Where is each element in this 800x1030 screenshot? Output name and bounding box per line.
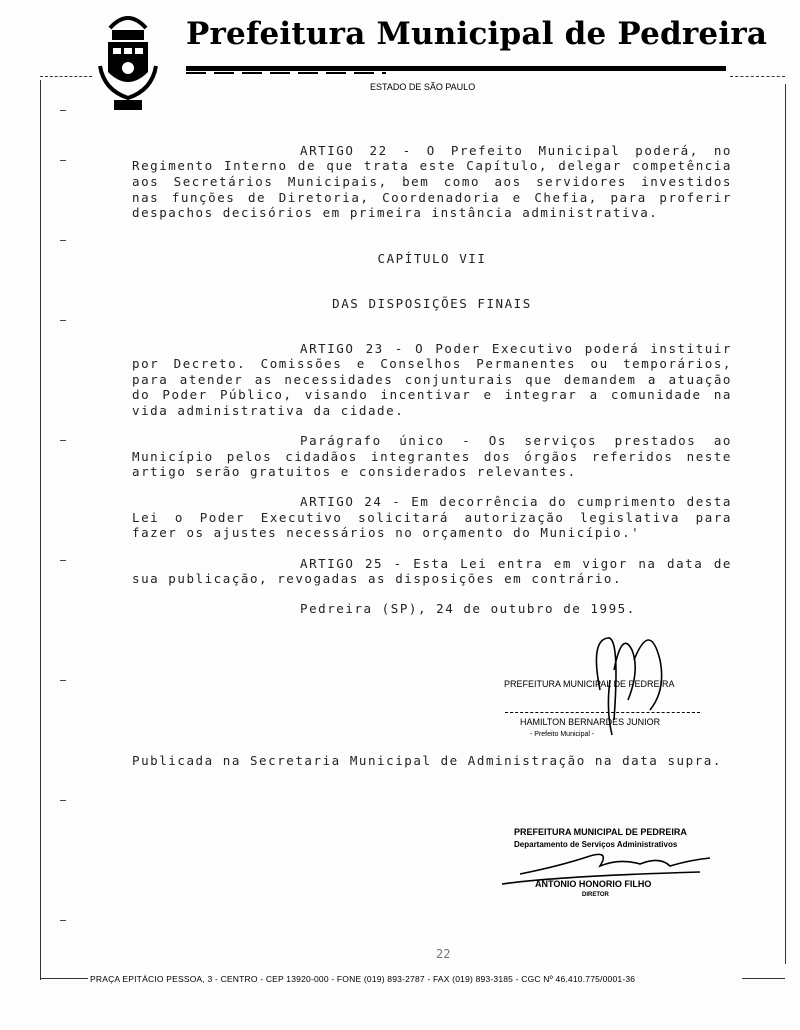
article-23-line: ARTIGO 23 - O Poder Executivo poderá instituir <box>300 341 732 356</box>
margin-mark <box>60 920 66 921</box>
margin-mark <box>60 800 66 801</box>
paragraph-unico-line: artigo serão gratuitos e considerados relevantes. <box>132 464 577 479</box>
article-23-line: por Decreto. Comissões e Conselhos Permanentes ou temporários, <box>132 356 732 371</box>
signature2-role: DIRETOR <box>582 892 609 898</box>
page-border-bottom-right <box>742 978 785 979</box>
header-rule <box>186 66 726 71</box>
signature2-name: ANTONIO HONORIO FILHO <box>535 879 652 889</box>
page-border <box>40 80 41 980</box>
margin-mark <box>60 160 66 161</box>
article-25-line: sua publicação, revogadas as disposições em contrário. <box>132 571 623 586</box>
publication-note: Publicada na Secretaria Municipal de Administração na data supra. <box>132 753 722 768</box>
margin-mark <box>60 240 66 241</box>
article-24-line: Lei o Poder Executivo solicitará autorização legislativa para <box>132 510 732 525</box>
margin-mark <box>60 680 66 681</box>
page-border-top-right <box>730 76 785 77</box>
article-23-line: para atender as necessidades conjunturais que demandem a atuação <box>132 372 732 387</box>
city-crest-logo <box>96 6 160 114</box>
margin-mark <box>60 560 66 561</box>
article-25-line: ARTIGO 25 - Esta Lei entra em vigor na data de <box>300 556 732 571</box>
article-24-line: ARTIGO 24 - Em decorrência do cumprimento desta <box>300 494 732 509</box>
header-rule-dashes <box>186 72 386 74</box>
signature1-name: HAMILTON BERNARDES JUNIOR <box>520 717 661 727</box>
margin-mark <box>60 320 66 321</box>
article-22-line: Regimento Interno de que trata este Capítulo, delegar competência <box>132 158 732 173</box>
page-border-bottom <box>40 978 88 979</box>
page-number: 22 <box>436 947 451 961</box>
signature1-org: PREFEITURA MUNICIPAL DE PEDREIRA <box>504 679 675 689</box>
article-23-line: do Poder Público, visando incentivar e integrar a comunidade na <box>132 387 732 402</box>
signature2-dept: Departamento de Serviços Administrativos <box>514 840 678 849</box>
article-22-line: aos Secretários Municipais, bem como aos servidores investidos <box>132 174 732 189</box>
article-22-line: despachos decisórios em primeira instância administrativa. <box>132 205 659 220</box>
article-23-line: vida administrativa da cidade. <box>132 403 405 418</box>
margin-mark <box>60 440 66 441</box>
signature2-org: PREFEITURA MUNICIPAL DE PEDREIRA <box>514 827 687 837</box>
chapter-heading: CAPÍTULO VII <box>377 251 487 266</box>
article-22-line: ARTIGO 22 - O Prefeito Municipal poderá, no <box>300 143 732 158</box>
chapter-title: DAS DISPOSIÇÕES FINAIS <box>332 296 532 311</box>
letterhead-footer: PRAÇA EPITÁCIO PESSOA, 3 - CENTRO - CEP 13920-000 - FONE (019) 893-2787 - FAX (019) 893-3185 - CGC Nº 46.410.775/0001-36 <box>90 974 636 984</box>
signature1-role: - Prefeito Municipal - <box>530 731 595 738</box>
page-border-top <box>40 76 92 77</box>
article-24-line: fazer os ajustes necessários no orçamento do Município.' <box>132 525 641 540</box>
paragraph-unico-line: Parágrafo único - Os serviços prestados ao <box>300 433 732 448</box>
page-border-right <box>785 84 786 964</box>
letterhead-subtitle: ESTADO DE SÃO PAULO <box>370 82 476 92</box>
article-22-line: nas funções de Diretoria, Coordenadoria e Chefia, para proferir <box>132 190 732 205</box>
paragraph-unico-line: Município pelos cidadãos integrantes dos órgãos referidos neste <box>132 449 732 464</box>
letterhead-title: Prefeitura Municipal de Pedreira <box>186 16 768 52</box>
date-place: Pedreira (SP), 24 de outubro de 1995. <box>300 601 636 616</box>
signature1-line <box>505 712 700 713</box>
margin-mark <box>60 110 66 111</box>
